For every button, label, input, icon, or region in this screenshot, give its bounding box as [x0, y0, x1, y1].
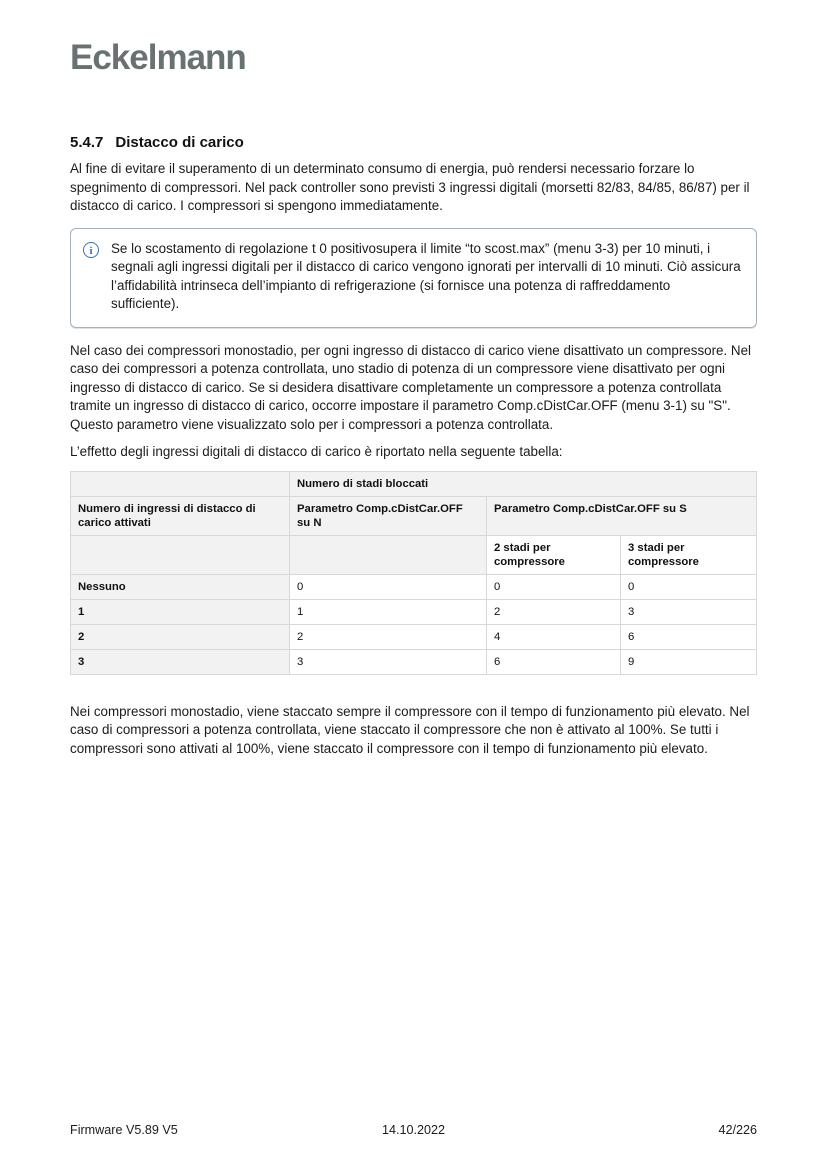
table-header-row-1 — [71, 471, 757, 496]
table-row — [71, 599, 757, 624]
cell-value: 0 — [487, 574, 621, 599]
header-empty-cell — [71, 535, 290, 574]
section-number: 5.4.7 — [70, 134, 104, 151]
paragraph-intro: Al fine di evitare il superamento di un determinato consumo di energia, può rendersi necessario forzare lo spegnimento di compressori. Nel pack controller sono previsti 3 ingressi digitali (morsetti 82/83, 84/85, 86/87) per il distacco di carico. I compressori si spengono immediatamente. — [70, 161, 750, 213]
cell-value: 0 — [621, 574, 757, 599]
cell-value: 2 — [290, 624, 487, 649]
cell-value: 3 — [290, 649, 487, 674]
header-inputs-active: Numero di ingressi di distacco di carico attivati — [71, 496, 290, 535]
footer-date: 14.10.2022 — [381, 1123, 446, 1137]
header-stages-blocked: Numero di stadi bloccati — [290, 471, 757, 496]
paragraph-behaviour: Nel caso dei compressori monostadio, per ogni ingresso di distacco di carico viene disattivato un compressore. Nel caso dei compressori a potenza controllata, uno stadio di potenza di un compressore viene disattivato per ogni ingresso di distacco di carico. Se si desidera disattivare completamente un compressore a potenza controllata tramite un ingresso di distacco di carico, occorre impostare il parametro Comp.cDistCar.OFF (menu 3-1) su "S". Questo parametro viene visualizzato solo per i compressori a potenza controllata. — [70, 342, 752, 432]
header-2-stages: 2 stadi per compressore — [487, 535, 621, 574]
cell-value: 1 — [290, 599, 487, 624]
cell-value: 0 — [290, 574, 487, 599]
row-label: 3 — [71, 649, 290, 674]
paragraph-conclusion: Nei compressori monostadio, viene staccato sempre il compressore con il tempo di funzionamento più elevato. Nel caso di compressori a potenza controllata, viene staccato il compressore che non è attivato al 100%. Se tutti i compressori sono attivati al 100%, viene staccato il compressore con il tempo di funzionamento più elevato. — [70, 703, 750, 756]
section-title: Distacco di carico — [115, 134, 244, 151]
footer-page-number: 42/226 — [718, 1123, 757, 1137]
cell-value: 4 — [487, 624, 621, 649]
header-param-s: Parametro Comp.cDistCar.OFF su S — [487, 496, 757, 535]
cell-value: 2 — [487, 599, 621, 624]
info-note-box — [70, 228, 757, 328]
cell-value: 6 — [621, 624, 757, 649]
header-param-n: Parametro Comp.cDistCar.OFF su N — [290, 496, 487, 535]
page-footer — [70, 1123, 757, 1137]
header-3-stages: 3 stadi per compressore — [621, 535, 757, 574]
cell-value: 9 — [621, 649, 757, 674]
header-empty-cell — [71, 471, 290, 496]
table-row — [71, 649, 757, 674]
header-empty-cell — [290, 535, 487, 574]
eckelmann-logo: Eckelmann — [70, 38, 246, 77]
footer-firmware-version: Firmware V5.89 V5 — [70, 1123, 178, 1137]
cell-value: 6 — [487, 649, 621, 674]
section-heading — [70, 134, 757, 151]
page-content — [70, 0, 757, 758]
info-note-text: Se lo scostamento di regolazione t 0 positivosupera il limite “to scost.max” (menu 3-3) per 10 minuti, i segnali agli ingressi digitali per il distacco di carico vengono ignorati per intervalli di 10 minuti. Ciò assicura l’affidabilità intrinseca dell’impianto di refrigerazione (si fornisce una potenza di raffreddamento sufficiente). — [111, 240, 741, 311]
table-row — [71, 624, 757, 649]
cell-value: 3 — [621, 599, 757, 624]
table-header-row-3 — [71, 535, 757, 574]
row-label: 1 — [71, 599, 290, 624]
row-label: 2 — [71, 624, 290, 649]
row-label: Nessuno — [71, 574, 290, 599]
table-row — [71, 574, 757, 599]
paragraph-table-lead: L’effetto degli ingressi digitali di distacco di carico è riportato nella seguente tabella: — [70, 444, 563, 459]
load-shedding-table — [70, 471, 757, 675]
info-icon: i — [83, 242, 99, 258]
table-header-row-2 — [71, 496, 757, 535]
